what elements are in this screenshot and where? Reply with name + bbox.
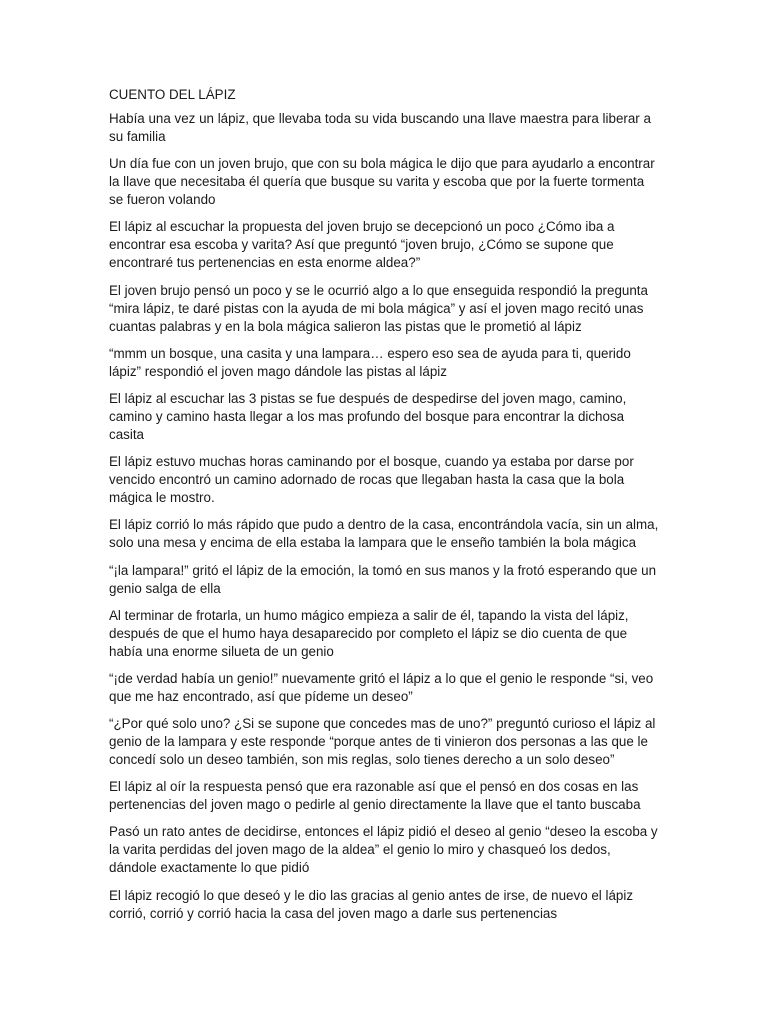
paragraph: El lápiz corrió lo más rápido que pudo a dentro de la casa, encontrándola vacía, sin un alma, solo una mesa y encima de ella estaba la lampara que le enseño también la bola mágica (109, 517, 659, 551)
paragraph: El lápiz al oír la respuesta pensó que era razonable así que el pensó en dos cosas en las pertenencias del joven mago o pedirle al genio directamente la llave que el tanto buscaba (109, 779, 641, 813)
paragraph: “¿Por qué solo uno? ¿Si se supone que concedes mas de uno?” preguntó curioso el lápiz al genio de la lampara y este responde “porque antes de ti vinieron dos personas a las que le concedí solo un deseo también, son mis reglas, solo tienes derecho a un solo deseo” (109, 716, 656, 768)
paragraph: “¡de verdad había un genio!” nuevamente gritó el lápiz a lo que el genio le responde “si, veo que me haz encontrado, así que pídeme un deseo” (109, 670, 654, 704)
paragraph: “mmm un bosque, una casita y una lampara… espero eso sea de ayuda para ti, querido lápiz” respondió el joven mago dándole las pistas al lápiz (109, 345, 631, 379)
paragraph: Un día fue con un joven brujo, que con su bola mágica le dijo que para ayudarlo a encontrar la llave que necesitaba él quería que busque su varita y escoba que por la fuerte tormenta se fueron volando (109, 156, 655, 208)
paragraph: Al terminar de frotarla, un humo mágico empieza a salir de él, tapando la vista del lápiz, después de que el humo haya desaparecido por completo el lápiz se dio cuenta de que había una enorme silueta de un genio (109, 607, 629, 659)
paragraph: El lápiz estuvo muchas horas caminando por el bosque, cuando ya estaba por darse por vencido encontró un camino adornado de rocas que llegaban hasta la casa que la bola mágica le mostro. (109, 454, 634, 506)
paragraph: Había una vez un lápiz, que llevaba toda su vida buscando una llave maestra para liberar a su familia (109, 111, 651, 144)
paragraph: El lápiz al escuchar la propuesta del joven brujo se decepcionó un poco ¿Cómo iba a encontrar esa escoba y varita? Así que preguntó “joven brujo, ¿Cómo se supone que encontraré tus pertenencias en esta enorme aldea?” (109, 219, 615, 271)
paragraph: Pasó un rato antes de decidirse, entonces el lápiz pidió el deseo al genio “deseo la escoba y la varita perdidas del joven mago de la aldea” el genio lo miro y chasqueó los dedos, dándole exactamente lo que pidió (109, 824, 658, 876)
document-body (109, 86, 661, 932)
paragraph: “¡la lampara!” gritó el lápiz de la emoción, la tomó en sus manos y la frotó esperando que un genio salga de ella (109, 562, 657, 596)
paragraph: El joven brujo pensó un poco y se le ocurrió algo a lo que enseguida respondió la pregunta “mira lápiz, te daré pistas con la ayuda de mi bola mágica” y así el joven mago recitó unas cuantas palabras y en la bola mágica salieron las pistas que le prometió al lápiz (109, 282, 648, 334)
paragraph: El lápiz al escuchar las 3 pistas se fue después de despedirse del joven mago, camino, camino y camino hasta llegar a los mas profundo del bosque para encontrar la dichosa casita (109, 390, 627, 442)
paragraph: El lápiz recogió lo que deseó y le dio las gracias al genio antes de irse, de nuevo el lápiz corrió, corrió y corrió hacia la casa del joven mago a darle sus pertenencias (109, 887, 634, 921)
document-title: CUENTO DEL LÁPIZ (109, 87, 236, 102)
